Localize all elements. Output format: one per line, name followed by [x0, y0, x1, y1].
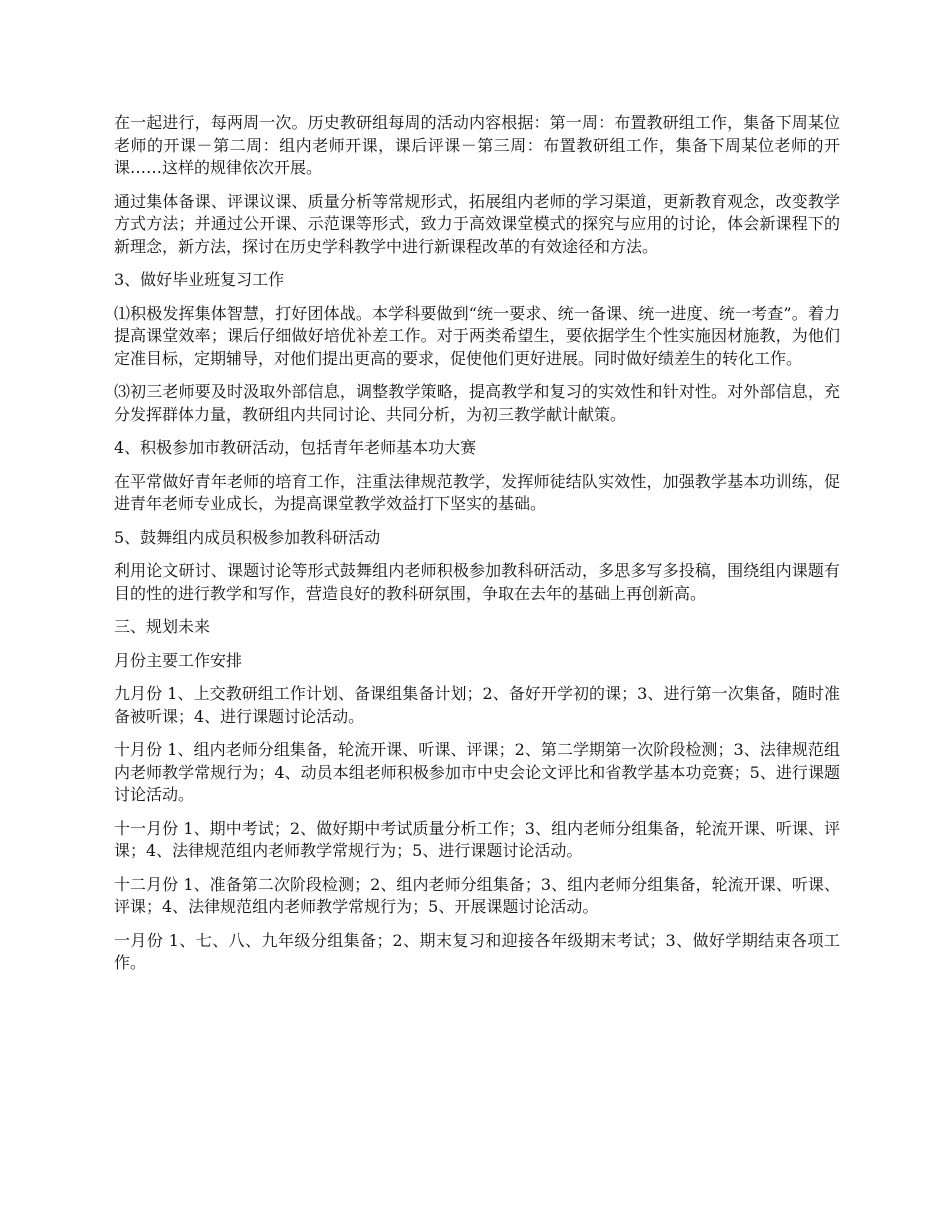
heading-graduating-class-review: 3、做好毕业班复习工作 [114, 270, 285, 289]
paragraph-collective-lesson-prep: 通过集体备课、评课议课、质量分析等常规形式，拓展组内老师的学习渠道，更新教育观念，改变教学方式方法；并通过公开课、示范课等形式，致力于高效课堂模式的探究与应用的讨论，体会新课程下的新理念，新方法，探讨在历史学科教学中进行新课程改革的有效途径和方法。 [114, 191, 840, 256]
paragraph-paper-discussion: 利用论文研讨、课题讨论等形式鼓舞组内老师积极参加教科研活动，多思多写多投稿，围绕组内课题有目的性的进行教学和写作，营造良好的教科研氛围，争取在去年的基础上再创新高。 [114, 561, 840, 603]
paragraph-activity-schedule: 在一起进行，每两周一次。历史教研组每周的活动内容根据：第一周：布置教研组工作，集备下周某位老师的开课－第二周：组内老师开课，课后评课－第三周：布置教研组工作，集备下周某位老师的开课……这样的规律依次开展。 [114, 113, 840, 177]
schedule-october: 十月份 1、组内老师分组集备，轮流开课、听课、评课；2、第二学期第一次阶段检测；3、法律规范组内老师教学常规行为；4、动员本组老师积极参加市中史会论文评比和省教学基本功竞赛；5、进行课题讨论活动。 [114, 740, 840, 804]
schedule-january: 一月份 1、七、八、九年级分组集备；2、期末复习和迎接各年级期末考试；3、做好学期结束各项工作。 [114, 930, 840, 972]
heading-city-research-activities: 4、积极参加市教研活动，包括青年老师基本功大赛 [114, 438, 477, 457]
schedule-december: 十二月份 1、准备第二次阶段检测；2、组内老师分组集备；3、组内老师分组集备，轮流开课、听课、评课；4、法律规范组内老师教学常规行为；5、开展课题讨论活动。 [114, 874, 840, 916]
paragraph-external-information: ⑶初三老师要及时汲取外部信息，调整教学策略，提高教学和复习的实效性和针对性。对外部信息，充分发挥群体力量，教研组内共同讨论、共同分析，为初三教学献计献策。 [114, 382, 840, 424]
heading-future-planning: 三、规划未来 [114, 617, 211, 636]
heading-monthly-schedule: 月份主要工作安排 [114, 650, 243, 670]
heading-research-participation: 5、鼓舞组内成员积极参加教科研活动 [114, 527, 381, 547]
document-body [114, 112, 840, 986]
schedule-november: 十一月份 1、期中考试；2、做好期中考试质量分析工作；3、组内老师分组集备，轮流开课、听课、评课；4、法律规范组内老师教学常规行为；5、进行课题讨论活动。 [114, 818, 840, 860]
schedule-september: 九月份 1、上交教研组工作计划、备课组集备计划；2、备好开学初的课；3、进行第一次集备，随时准备被听课；4、进行课题讨论活动。 [114, 684, 840, 726]
paragraph-collective-wisdom: ⑴积极发挥集体智慧，打好团体战。本学科要做到“统一要求、统一备课、统一进度、统一考查”。着力提高课堂效率；课后仔细做好培优补差工作。对于两类希望生，要依据学生个性实施因材施教，为他们定准目标，定期辅导，对他们提出更高的要求，促使他们更好进展。同时做好绩差生的转化工作。 [114, 303, 840, 368]
paragraph-young-teacher-training: 在平常做好青年老师的培育工作，注重法律规范教学，发挥师徒结队实效性，加强教学基本功训练，促进青年老师专业成长，为提高课堂教学效益打下坚实的基础。 [114, 471, 840, 513]
